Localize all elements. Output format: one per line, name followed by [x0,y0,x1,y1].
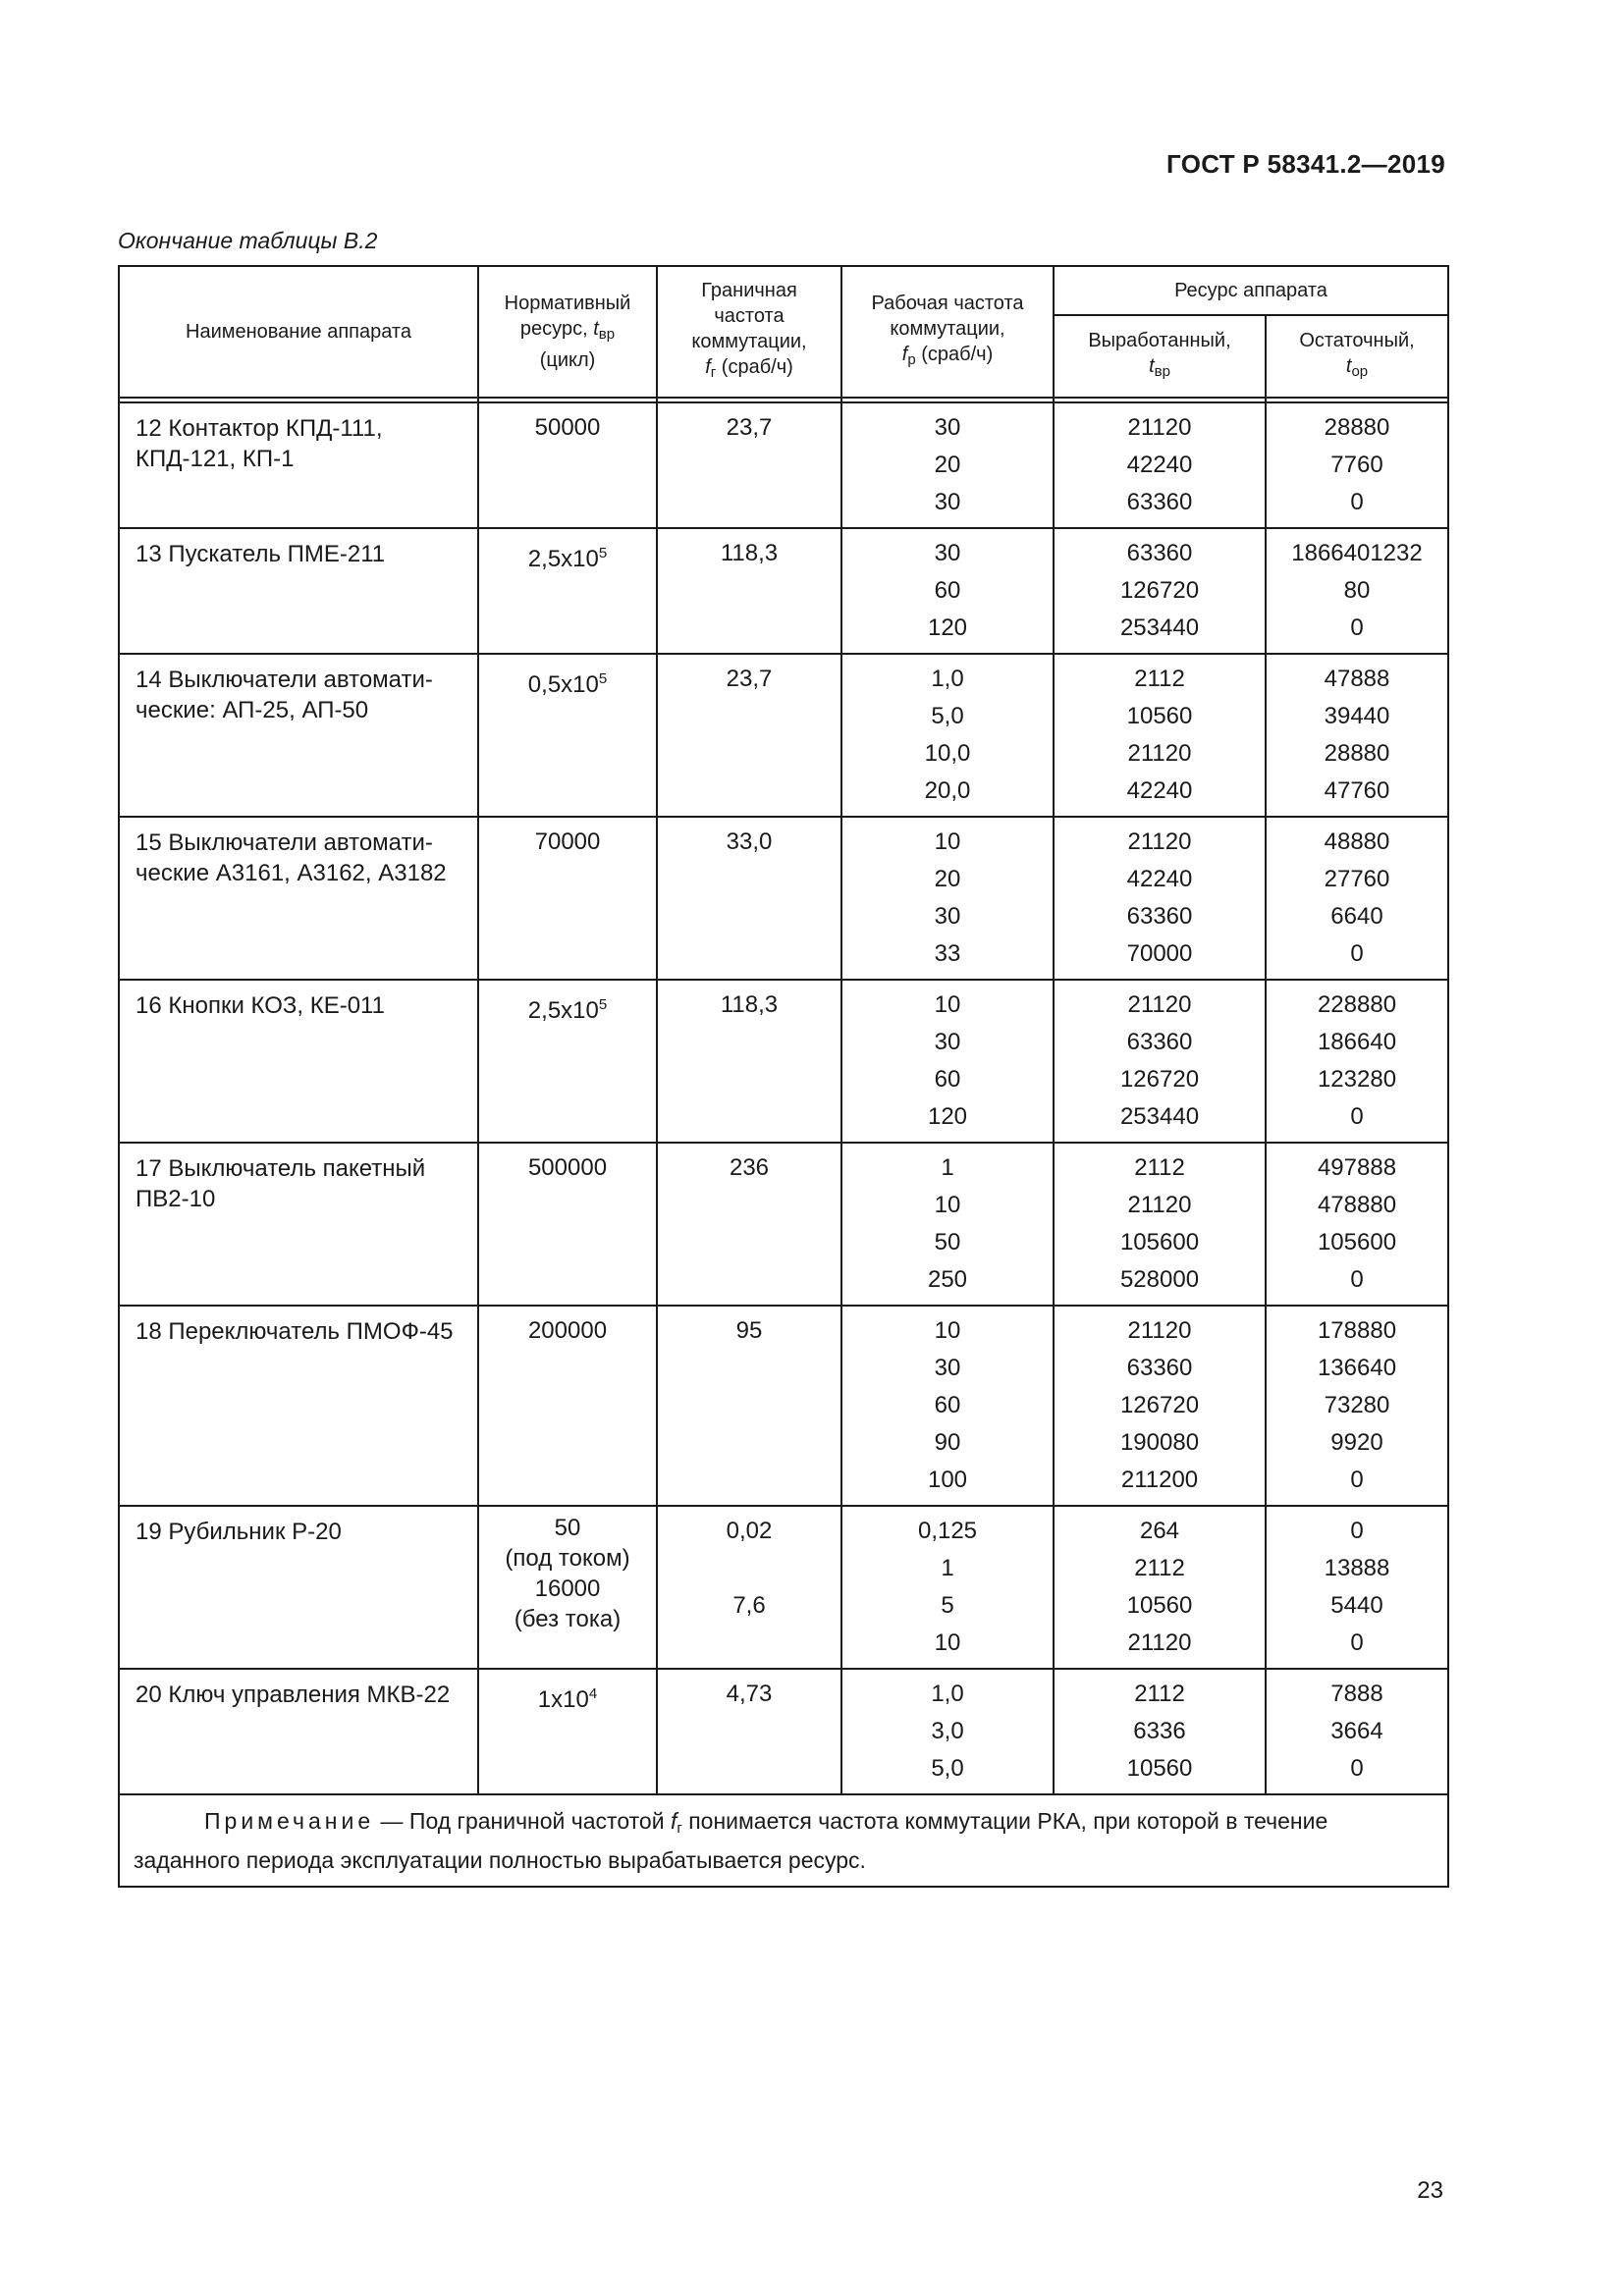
working-frequency-cell [841,1506,1054,1669]
remaining-resource-value: 0 [1350,1467,1364,1493]
spent-resource-value: 10560 [1126,703,1193,729]
resource-table [118,265,1447,1888]
remaining-resource-value: 497888 [1317,1154,1397,1181]
working-frequency-value: 20 [934,452,961,478]
spent-resource-value: 105600 [1119,1229,1200,1255]
spent-resource-value: 21120 [1127,991,1192,1018]
boundary-frequency-cell [657,528,841,654]
working-frequency-value: 90 [934,1429,961,1456]
table-body [119,402,1448,1794]
spent-resource-cell [1054,1669,1266,1794]
remaining-resource-cell [1266,1669,1448,1794]
note-label: Примечание [204,1808,375,1834]
boundary-value: 236 [729,1154,770,1181]
table-row [119,402,1448,528]
spent-resource-value: 21120 [1127,1317,1192,1344]
spent-resource-value: 42240 [1126,777,1193,804]
working-frequency-value: 30 [934,489,961,515]
remaining-resource-value: 0 [1350,1266,1364,1293]
normative-exponent: 5 [598,670,608,687]
remaining-resource-value: 178880 [1317,1317,1397,1344]
working-frequency-value: 60 [934,1066,961,1093]
remaining-resource-cell [1266,654,1448,817]
spent-resource-value: 126720 [1119,1392,1200,1418]
working-frequency-cell [841,817,1054,980]
normative-value [483,535,652,572]
spent-resource-value: 63360 [1126,1029,1193,1055]
working-frequency-value: 100 [927,1467,968,1493]
boundary-value: 4,73 [726,1681,773,1707]
spent-resource-value: 211200 [1120,1467,1199,1493]
normative-value [483,987,652,1024]
normative-exponent: 5 [598,996,608,1013]
normative-cell [478,528,657,654]
working-frequency-value: 10 [934,1192,961,1218]
table-row [119,654,1448,817]
normative-value: 500000 [527,1154,608,1181]
remaining-resource-value: 28880 [1324,740,1390,767]
remaining-resource-value: 0 [1350,1518,1364,1544]
spent-resource-value: 2112 [1134,1681,1185,1707]
working-frequency-cell [841,402,1054,528]
device-name-cell: 14 Выключатели автомати-ческие: АП-25, АП-50 [119,654,478,817]
device-name-cell: 17 Выключатель пакетный ПВ2-10 [119,1143,478,1306]
remaining-resource-value: 186640 [1317,1029,1397,1055]
spent-resource-value: 42240 [1126,452,1193,478]
remaining-resource-cell [1266,528,1448,654]
normative-value [483,661,652,698]
working-frequency-value: 3,0 [931,1718,964,1744]
working-frequency-value: 1 [941,1555,954,1581]
boundary-value [662,1550,837,1587]
remaining-resource-value: 0 [1350,489,1364,515]
normative-base: 2,5x10 [527,997,599,1024]
working-frequency-value: 10 [934,1629,961,1656]
working-frequency-value: 120 [927,1103,968,1130]
spent-resource-value: 63360 [1126,903,1193,930]
working-frequency-value: 30 [934,414,961,441]
normative-cell [478,1143,657,1306]
boundary-frequency-cell [657,654,841,817]
spent-resource-value: 21120 [1127,414,1192,441]
boundary-frequency-cell [657,1143,841,1306]
boundary-value: 7,6 [732,1592,766,1619]
working-frequency-value: 5,0 [931,703,964,729]
spent-resource-cell [1054,654,1266,817]
remaining-resource-value: 478880 [1317,1192,1397,1218]
remaining-resource-value: 5440 [1330,1592,1383,1619]
device-name-cell: 20 Ключ управления МКВ-22 [119,1669,478,1794]
table-row [119,1306,1448,1506]
normative-cell [478,1669,657,1794]
spent-resource-value: 70000 [1126,940,1193,967]
spent-resource-value: 2112 [1134,1555,1185,1581]
remaining-resource-cell [1266,980,1448,1143]
remaining-resource-value: 0 [1350,614,1364,641]
device-name-cell: 18 Переключатель ПМОФ-45 [119,1306,478,1506]
remaining-resource-value: 47760 [1324,777,1390,804]
boundary-frequency-cell [657,817,841,980]
table-row [119,817,1448,980]
remaining-resource-cell [1266,1143,1448,1306]
boundary-value: 23,7 [726,666,773,692]
header-resource: Ресурс аппарата [1054,266,1448,315]
normative-line: (без тока) [514,1606,622,1632]
table-row [119,1143,1448,1306]
working-frequency-value: 1 [941,1154,954,1181]
normative-cell [478,654,657,817]
remaining-resource-cell [1266,817,1448,980]
boundary-value: 33,0 [726,828,773,855]
remaining-resource-value: 3664 [1330,1718,1383,1744]
spent-resource-value: 6336 [1133,1718,1186,1744]
working-frequency-value: 30 [934,1355,961,1381]
spent-resource-cell [1054,528,1266,654]
spent-resource-value: 190080 [1119,1429,1200,1456]
spent-resource-value: 126720 [1119,577,1200,604]
boundary-value: 95 [735,1317,763,1344]
header-remaining: Остаточный, $t_{ор}$ [1266,315,1448,398]
device-name-cell: 12 Контактор КПД-111, КПД-121, КП-1 [119,402,478,528]
normative-value: 70000 [534,828,601,855]
remaining-resource-value: 28880 [1324,414,1390,441]
header-working-frequency: Рабочая частота коммутации, $f_р$ (сраб/ч) [841,266,1054,398]
table-row [119,1506,1448,1669]
working-frequency-value: 10 [934,828,961,855]
working-frequency-value: 1,0 [931,666,964,692]
remaining-resource-value: 39440 [1324,703,1390,729]
remaining-resource-value: 228880 [1317,991,1397,1018]
spent-resource-value: 2112 [1134,1154,1185,1181]
spent-resource-value: 528000 [1119,1266,1200,1293]
spent-resource-cell [1054,980,1266,1143]
remaining-resource-value: 27760 [1324,866,1390,892]
working-frequency-cell [841,654,1054,817]
working-frequency-cell [841,1669,1054,1794]
header-boundary-frequency: Граничная частота коммутации, $f_г$ (сраб/ч) [657,266,841,398]
normative-value: 50000 [534,414,601,441]
spent-resource-value: 10560 [1126,1592,1193,1619]
spent-resource-cell [1054,402,1266,528]
working-frequency-value: 30 [934,1029,961,1055]
header-spent: Выработанный, $t_{вр}$ [1054,315,1266,398]
normative-cell [478,1306,657,1506]
spent-resource-value: 42240 [1126,866,1193,892]
spent-resource-value: 63360 [1126,1355,1193,1381]
normative-cell [478,817,657,980]
device-name-cell: 15 Выключатели автомати-ческие А3161, А3162, А3182 [119,817,478,980]
normative-base: 1x10 [537,1686,589,1713]
document-code: ГОСТ Р 58341.2—2019 [1166,149,1445,179]
working-frequency-value: 1,0 [931,1681,964,1707]
remaining-resource-value: 73280 [1324,1392,1390,1418]
header-name: Наименование аппарата [119,266,478,398]
table-note: Примечание — Под граничной частотой $f_г$ понимается частота коммутации РКА, при которой в течение заданного периода эксплуатации полностью вырабатывается ресурс. [119,1794,1448,1887]
page-number: 23 [1417,2177,1443,2204]
normative-line: 50 [554,1515,581,1541]
remaining-resource-value: 48880 [1324,828,1390,855]
remaining-resource-value: 0 [1350,1103,1364,1130]
working-frequency-value: 30 [934,540,961,566]
working-frequency-value: 60 [934,1392,961,1418]
remaining-resource-value: 13888 [1324,1555,1390,1581]
working-frequency-value: 250 [927,1266,968,1293]
table-caption: Окончание таблицы В.2 [118,228,378,253]
spent-resource-value: 264 [1139,1518,1180,1544]
working-frequency-cell [841,980,1054,1143]
boundary-frequency-cell [657,1506,841,1669]
normative-cell [478,402,657,528]
table-row [119,528,1448,654]
spent-resource-value: 21120 [1127,828,1192,855]
working-frequency-value: 0,125 [917,1518,978,1544]
remaining-resource-value: 47888 [1324,666,1390,692]
normative-base: 2,5x10 [527,546,599,572]
remaining-resource-cell [1266,402,1448,528]
spent-resource-cell [1054,817,1266,980]
normative-exponent: 5 [598,545,608,561]
device-name-cell: 16 Кнопки КОЗ, КЕ-011 [119,980,478,1143]
remaining-resource-cell [1266,1306,1448,1506]
working-frequency-cell [841,528,1054,654]
working-frequency-value: 60 [934,577,961,604]
remaining-resource-value: 9920 [1330,1429,1383,1456]
normative-base: 0,5x10 [527,671,599,698]
spent-resource-value: 10560 [1126,1755,1193,1782]
working-frequency-cell [841,1143,1054,1306]
boundary-frequency-cell [657,1669,841,1794]
normative-line: 16000 [534,1575,601,1602]
spent-resource-value: 253440 [1119,614,1200,641]
normative-value: 200000 [527,1317,608,1344]
normative-exponent: 4 [588,1685,598,1702]
working-frequency-value: 10 [934,1317,961,1344]
remaining-resource-value: 1866401232 [1291,540,1423,566]
spent-resource-value: 21120 [1127,1192,1192,1218]
spent-resource-value: 63360 [1126,489,1193,515]
working-frequency-value: 120 [927,614,968,641]
remaining-resource-value: 0 [1350,940,1364,967]
remaining-resource-value: 105600 [1317,1229,1397,1255]
working-frequency-value: 20 [934,866,961,892]
normative-value [483,1676,652,1713]
working-frequency-value: 50 [934,1229,961,1255]
spent-resource-value: 126720 [1119,1066,1200,1093]
boundary-frequency-cell [657,402,841,528]
note-row [119,1794,1448,1887]
table-row [119,1669,1448,1794]
normative-cell [478,1506,657,1669]
spent-resource-cell [1054,1306,1266,1506]
remaining-resource-value: 0 [1350,1755,1364,1782]
working-frequency-value: 20,0 [924,777,971,804]
table-row [119,980,1448,1143]
spent-resource-value: 63360 [1126,540,1193,566]
boundary-frequency-cell [657,1306,841,1506]
boundary-value: 118,3 [720,991,779,1018]
remaining-resource-value: 7760 [1330,452,1383,478]
spent-resource-value: 2112 [1134,666,1185,692]
boundary-value: 118,3 [720,540,779,566]
working-frequency-value: 10 [934,991,961,1018]
spent-resource-cell [1054,1143,1266,1306]
remaining-resource-value: 123280 [1317,1066,1397,1093]
spent-resource-cell [1054,1506,1266,1669]
boundary-value: 23,7 [726,414,773,441]
header-normative: Нормативный ресурс, $t_{вр}$ (цикл) [478,266,657,398]
device-name-cell: 19 Рубильник Р-20 [119,1506,478,1669]
spent-resource-value: 21120 [1127,1629,1192,1656]
working-frequency-value: 33 [934,940,961,967]
remaining-resource-value: 136640 [1317,1355,1397,1381]
normative-line: (под током) [505,1545,630,1572]
boundary-value: 0,02 [726,1518,773,1544]
remaining-resource-value: 80 [1343,577,1371,604]
remaining-resource-value: 7888 [1330,1681,1383,1707]
normative-cell [478,980,657,1143]
working-frequency-value: 10,0 [924,740,971,767]
working-frequency-value: 5 [941,1592,954,1619]
remaining-resource-value: 0 [1350,1629,1364,1656]
working-frequency-value: 30 [934,903,961,930]
spent-resource-value: 253440 [1119,1103,1200,1130]
remaining-resource-value: 6640 [1330,903,1383,930]
boundary-frequency-cell [657,980,841,1143]
working-frequency-cell [841,1306,1054,1506]
device-name-cell: 13 Пускатель ПМЕ-211 [119,528,478,654]
remaining-resource-cell [1266,1506,1448,1669]
working-frequency-value: 5,0 [931,1755,964,1782]
spent-resource-value: 21120 [1127,740,1192,767]
